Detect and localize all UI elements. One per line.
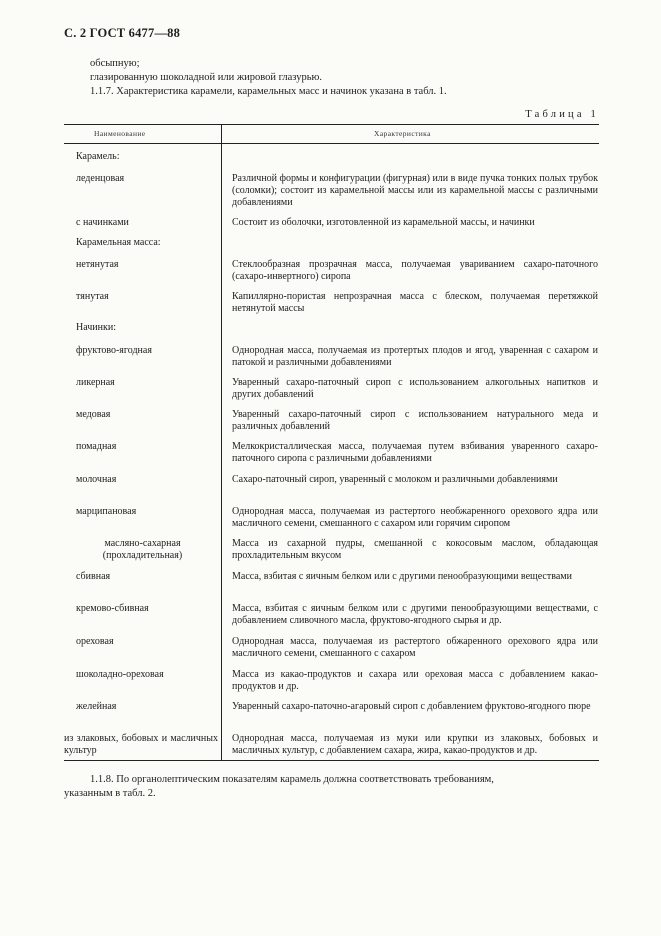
row-description: Однородная масса, получаемая из протертых плодов и ягод, уваренная с сахаром и патокой и различными добавлениями (232, 345, 598, 368)
row-description: Уваренный сахаро-паточный сироп с использованием натурального меда и различных добавлений (232, 409, 598, 432)
row-description: Уваренный сахаро-паточный сироп с использованием алкогольных напитков и других добавлений (232, 377, 598, 400)
row-description: Различной формы и конфигурации (фигурная) или в виде пучка тонких полых трубок (соломки); состоит из карамельной массы или из карамельной массы с различными добавлениями (232, 173, 598, 208)
row-description: Уваренный сахаро-паточно-агаровый сироп с добавлением фруктово-ягодного пюре (232, 701, 591, 712)
page-header: С. 2 ГОСТ 6477—88 (64, 26, 181, 40)
table-title: Таблица 1 (525, 109, 599, 120)
row-description: Масса, взбитая с яичным белком или с другими пенообразующими веществами (232, 571, 572, 582)
characteristics-table (64, 124, 599, 762)
row-description: Масса из какао-продуктов и сахара или ореховая масса с добавлением какао-продуктов и др. (232, 669, 598, 692)
intro-line-2: глазированную шоколадной или жировой глазурью. (90, 72, 322, 83)
table-bottom-rule (64, 760, 599, 761)
row-description: Стеклообразная прозрачная масса, получаемая увариванием сахаро-паточного (сахаро-инвертного) сиропа (232, 259, 598, 282)
row-name: ореховая (76, 636, 114, 647)
row-description: Сахаро-паточный сироп, уваренный с молоком и различными добавлениями (232, 474, 558, 485)
row-name: кремово-сбивная (76, 603, 149, 614)
row-description: Масса, взбитая с яичным белком или с другими пенообразующими веществами, с добавлением сливочного масла, фруктово-ягодного сырья и др. (232, 603, 598, 626)
row-name: нетянутая (76, 259, 119, 270)
row-name: молочная (76, 474, 117, 485)
row-name: помадная (76, 441, 117, 452)
row-name: тянутая (76, 291, 109, 302)
row-name: шоколадно-ореховая (76, 669, 164, 680)
row-name: масляно-сахарная (прохладительная) (102, 538, 183, 561)
row-description: Масса из сахарной пудры, смешанной с кокосовым маслом, обладающая прохладительным вкусом (232, 538, 598, 561)
row-name: фруктово-ягодная (76, 345, 152, 356)
row-name: медовая (76, 409, 111, 420)
row-description: Однородная масса, получаемая из растертого необжаренного орехового ядра или масличного семени, смешанного с сахаром или горячим сиропом (232, 506, 598, 529)
row-name: из злаковых, бобовых и масличных культур (64, 733, 218, 756)
row-name: ликерная (76, 377, 115, 388)
table-top-rule (64, 124, 599, 125)
outro-line-1: 1.1.8. По органолептическим показателям карамель должна соответствовать требованиям, (90, 774, 494, 785)
row-name: сбивная (76, 571, 111, 582)
table-header-rule (64, 143, 599, 144)
row-name: с начинками (76, 217, 129, 228)
row-name: Карамельная масса: (76, 237, 161, 248)
row-description: Однородная масса, получаемая из растертого обжаренного орехового ядра или масличного семени, смешанного с сахаром (232, 636, 598, 659)
row-name: леденцовая (76, 173, 125, 184)
intro-line-3: 1.1.7. Характеристика карамели, карамельных масс и начинок указана в табл. 1. (90, 86, 447, 97)
row-name: Начинки: (76, 322, 116, 333)
row-description: Мелкокристаллическая масса, получаемая путем взбивания уваренного сахаро-паточного сиропа с различными добавлениями (232, 441, 598, 464)
row-name: марципановая (76, 506, 137, 517)
outro-line-2: указанным в табл. 2. (64, 788, 156, 799)
row-description: Однородная масса, получаемая из муки или крупки из злаковых, бобовых и масличных культур, с добавлением сахара, жира, какао-продуктов и др. (232, 733, 598, 756)
intro-line-1: обсыпную; (90, 58, 140, 69)
row-description: Состоит из оболочки, изготовленной из карамельной массы, и начинки (232, 217, 535, 228)
row-name: желейная (76, 701, 117, 712)
column-header-characteristic: Характеристика (374, 129, 431, 138)
row-description: Капиллярно-пористая непрозрачная масса с блеском, получаемая перетяжкой нетянутой массы (232, 291, 598, 314)
column-header-name: Наименование (94, 129, 146, 138)
table-column-divider (221, 124, 222, 760)
row-name: Карамель: (76, 151, 120, 162)
